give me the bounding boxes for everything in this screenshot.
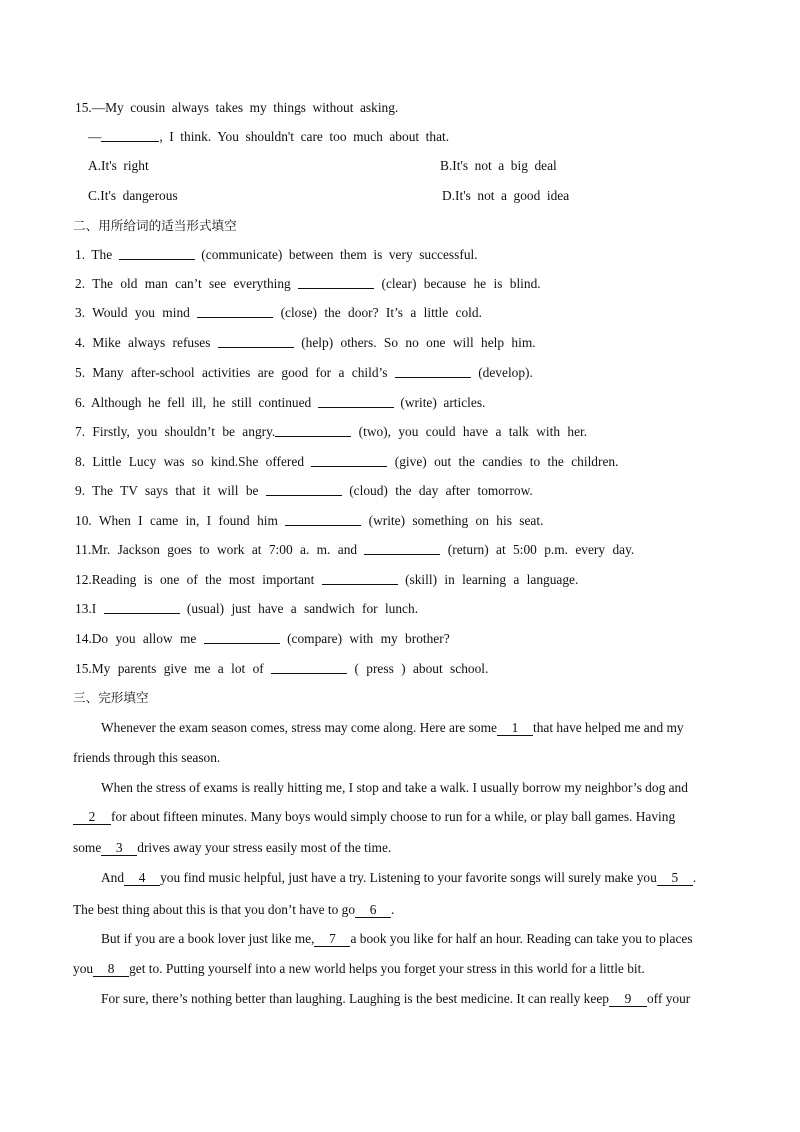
answer-blank[interactable] <box>218 334 294 348</box>
passage-line: some 3 drives away your stress easily most of the time. <box>73 840 392 855</box>
answer-blank[interactable] <box>104 600 180 614</box>
answer-blank[interactable] <box>204 630 280 644</box>
cloze-blank-5[interactable]: 5 <box>657 870 693 886</box>
fill-item-1: 1. The (communicate) between them is very successful. <box>75 247 478 262</box>
answer-blank[interactable] <box>395 364 471 378</box>
fill-item-6: 6. Although he fell ill, he still continued (write) articles. <box>75 395 486 410</box>
cloze-blank-4[interactable]: 4 <box>124 870 160 886</box>
passage-line: The best thing about this is that you don’t have to go 6 . <box>73 902 395 917</box>
fill-item-4: 4. Mike always refuses (help) others. So no one will help him. <box>75 335 536 350</box>
answer-blank[interactable] <box>322 571 398 585</box>
answer-blank[interactable] <box>271 660 347 674</box>
q15-option-a[interactable]: A.It's right <box>88 158 149 173</box>
fill-item-2: 2. The old man can’t see everything (clear) because he is blind. <box>75 276 541 291</box>
fill-item-3: 3. Would you mind (close) the door? It’s a little cold. <box>75 305 482 320</box>
q15-option-d[interactable]: D.It's not a good idea <box>442 188 570 203</box>
answer-blank[interactable] <box>119 246 195 260</box>
fill-item-7: 7. Firstly, you shouldn’t be angry. (two), you could have a talk with her. <box>75 424 588 439</box>
answer-blank[interactable] <box>364 541 440 555</box>
q15-option-c[interactable]: C.It's dangerous <box>88 188 178 203</box>
passage-line: friends through this season. <box>73 750 221 765</box>
answer-blank[interactable] <box>101 128 159 142</box>
cloze-blank-9[interactable]: 9 <box>609 991 647 1007</box>
section2-heading: 二、用所给词的适当形式填空 <box>73 218 237 233</box>
passage-line: But if you are a book lover just like me, 7 a book you like for half an hour. Reading can take you to places <box>101 931 693 946</box>
answer-blank[interactable] <box>311 453 387 467</box>
fill-item-11: 11.Mr. Jackson goes to work at 7:00 a. m. and (return) at 5:00 p.m. every day. <box>75 542 635 557</box>
passage-line: Whenever the exam season comes, stress may come along. Here are some 1 that have helped me and my <box>101 720 684 735</box>
fill-item-12: 12.Reading is one of the most important (skill) in learning a language. <box>75 572 579 587</box>
q15-reply: — , I think. You shouldn't care too much about that. <box>88 129 450 144</box>
fill-item-15: 15.My parents give me a lot of ( press ) about school. <box>75 661 489 676</box>
cloze-blank-6[interactable]: 6 <box>355 902 391 918</box>
answer-blank[interactable] <box>266 482 342 496</box>
fill-item-9: 9. The TV says that it will be (cloud) the day after tomorrow. <box>75 483 533 498</box>
passage-line: For sure, there’s nothing better than laughing. Laughing is the best medicine. It can really keep 9 off your <box>101 991 691 1006</box>
fill-item-8: 8. Little Lucy was so kind.She offered (give) out the candies to the children. <box>75 454 619 469</box>
answer-blank[interactable] <box>298 275 374 289</box>
cloze-blank-2[interactable]: 2 <box>73 809 111 825</box>
passage-line: you 8 get to. Putting yourself into a new world helps you forget your stress in this world for a little bit. <box>73 961 645 976</box>
q15-stem: 15.—My cousin always takes my things without asking. <box>75 100 399 115</box>
fill-item-5: 5. Many after-school activities are good for a child’s (develop). <box>75 365 533 380</box>
fill-item-14: 14.Do you allow me (compare) with my brother? <box>75 631 450 646</box>
q15-option-b[interactable]: B.It's not a big deal <box>440 158 557 173</box>
cloze-blank-1[interactable]: 1 <box>497 720 533 736</box>
passage-line: When the stress of exams is really hitting me, I stop and take a walk. I usually borrow my neighbor’s dog and <box>101 780 688 795</box>
cloze-blank-3[interactable]: 3 <box>101 840 137 856</box>
fill-item-13: 13.I (usual) just have a sandwich for lunch. <box>75 601 419 616</box>
passage-line: And 4 you find music helpful, just have a try. Listening to your favorite songs will surely make you 5 . <box>101 870 697 885</box>
cloze-blank-7[interactable]: 7 <box>314 931 350 947</box>
cloze-blank-8[interactable]: 8 <box>93 961 129 977</box>
fill-item-10: 10. When I came in, I found him (write) something on his seat. <box>75 513 544 528</box>
answer-blank[interactable] <box>275 423 351 437</box>
section3-heading: 三、完形填空 <box>73 690 149 705</box>
answer-blank[interactable] <box>318 394 394 408</box>
answer-blank[interactable] <box>285 512 361 526</box>
passage-line: 2 for about fifteen minutes. Many boys would simply choose to run for a while, or play ball games. Having <box>73 808 675 826</box>
answer-blank[interactable] <box>197 304 273 318</box>
